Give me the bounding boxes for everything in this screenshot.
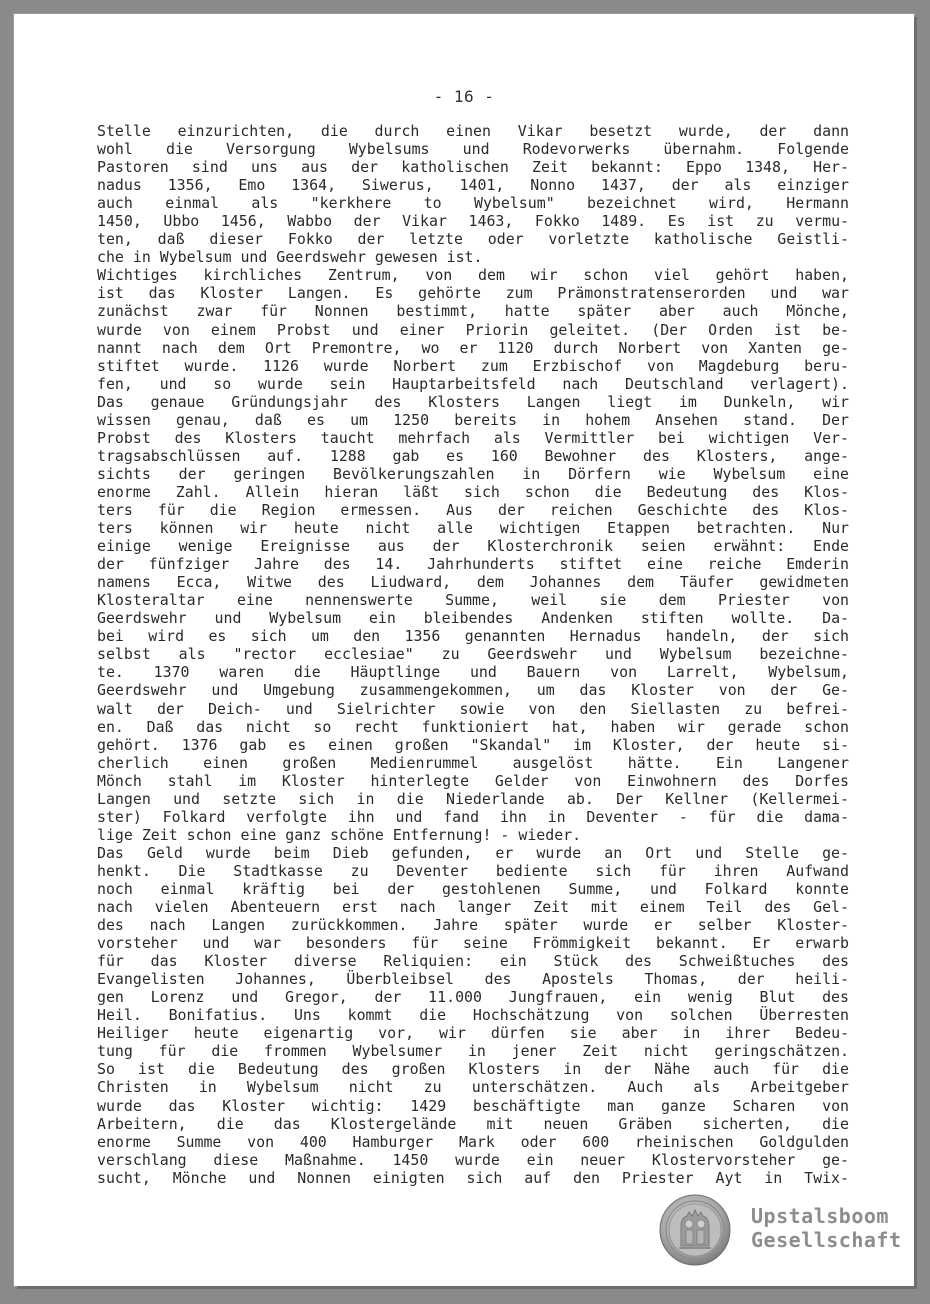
text-line: Langen und setzte sich in die Niederlande ab. Der Kellner (Kellermei- — [97, 789, 849, 808]
text-line: selbst als "rector ecclesiae" zu Geerdswehr und Wybelsum bezeichne- — [97, 645, 849, 664]
text-line: Wichtiges kirchliches Zentrum, von dem wir schon viel gehört haben, — [97, 266, 849, 285]
seal-icon — [659, 1194, 731, 1266]
text-line: ist das Kloster Langen. Es gehörte zum Prämonstratenserorden und war — [97, 284, 849, 303]
text-line: Heil. Bonifatius. Uns kommt die Hochschätzung von solchen Überresten — [97, 1006, 849, 1025]
text-line: auch einmal als "kerkhere to Wybelsum" bezeichnet wird, Hermann — [97, 194, 849, 213]
text-line: te. 1370 waren die Häuptlinge und Bauern von Larrelt, Wybelsum, — [97, 663, 849, 682]
text-line: wurde das Kloster wichtig: 1429 beschäftigte man ganze Scharen von — [97, 1096, 849, 1115]
text-line: Das Geld wurde beim Dieb gefunden, er wurde an Ort und Stelle ge- — [97, 843, 849, 862]
text-line: einige wenige Ereignisse aus der Klosterchronik seien erwähnt: Ende — [97, 537, 849, 556]
text-line: ten, daß dieser Fokko der letzte oder vorletzte katholische Geistli- — [97, 230, 849, 249]
text-line: Arbeitern, die das Klostergelände mit neuen Gräben sicherten, die — [97, 1114, 849, 1133]
text-line: Klosteraltar eine nennenswerte Summe, weil sie dem Priester von — [97, 591, 849, 610]
text-line: verschlang diese Maßnahme. 1450 wurde ein neuer Klostervorsteher ge- — [97, 1150, 849, 1169]
text-line: che in Wybelsum und Geerdswehr gewesen ist. — [97, 248, 483, 267]
text-line: des nach Langen zurückkommen. Jahre später wurde er selber Kloster- — [97, 916, 849, 935]
text-line: wohl die Versorgung Wybelsums und Rodevorwerks übernahm. Folgende — [97, 140, 849, 159]
text-line: nadus 1356, Emo 1364, Siwerus, 1401, Nonno 1437, der als einziger — [97, 176, 849, 195]
logo-line-2: Gesellschaft — [751, 1228, 902, 1252]
text-line: bei wird es sich um den 1356 genannten Hernadus handeln, der sich — [97, 627, 849, 646]
text-line: Pastoren sind uns aus der katholischen Zeit bekannt: Eppo 1348, Her- — [97, 158, 849, 177]
text-line: Mönch stahl im Kloster hinterlegte Gelder von Einwohnern des Dorfes — [97, 771, 849, 790]
text-line: Evangelisten Johannes, Überbleibsel des Apostels Thomas, der heili- — [97, 970, 849, 989]
text-line: ster) Folkard verfolgte ihn und fand ihn in Deventer - für die dama- — [97, 807, 849, 826]
text-line: Probst des Klosters taucht mehrfach als Vermittler bei wichtigen Ver- — [97, 428, 849, 447]
text-line: wurde von einem Probst und einer Priorin geleitet. (Der Orden ist be- — [97, 320, 849, 339]
document-page — [14, 14, 914, 1286]
text-line: 1450, Ubbo 1456, Wabbo der Vikar 1463, Fokko 1489. Es ist zu vermu- — [97, 212, 849, 231]
text-line: ters für die Region ermessen. Aus der reichen Geschichte des Klos- — [97, 500, 849, 519]
text-line: ters können wir heute nicht alle wichtigen Etappen betrachten. Nur — [97, 519, 849, 538]
text-line: noch einmal kräftig bei der gestohlenen Summe, und Folkard konnte — [97, 879, 849, 898]
text-line: zunächst zwar für Nonnen bestimmt, hatte später aber auch Mönche, — [97, 302, 849, 321]
text-line: sichts der geringen Bevölkerungszahlen in Dörfern wie Wybelsum eine — [97, 464, 849, 483]
text-line: gen Lorenz und Gregor, der 11.000 Jungfrauen, ein wenig Blut des — [97, 988, 849, 1007]
text-line: fen, und so wurde sein Hauptarbeitsfeld nach Deutschland verlagert). — [97, 374, 849, 393]
text-line: Heiliger heute eigenartig vor, wir dürfen sie aber in ihrer Bedeu- — [97, 1024, 849, 1043]
text-line: tung für die frommen Wybelsumer in jener Zeit nicht geringschätzen. — [97, 1042, 849, 1061]
text-line: gehört. 1376 gab es einen großen "Skandal" im Kloster, der heute si- — [97, 735, 849, 754]
text-line: So ist die Bedeutung des großen Klosters in der Nähe auch für die — [97, 1060, 849, 1079]
text-line: Geerdswehr und Wybelsum ein bleibendes Andenken stiften wollte. Da- — [97, 609, 849, 628]
text-line: stiftet wurde. 1126 wurde Norbert zum Erzbischof von Magdeburg beru- — [97, 356, 849, 375]
text-line: walt der Deich- und Sielrichter sowie von den Siellasten zu befrei- — [97, 699, 849, 718]
body-text — [97, 122, 849, 1187]
logo-text — [751, 1204, 902, 1252]
text-line: namens Ecca, Witwe des Liudward, dem Johannes dem Täufer gewidmeten — [97, 573, 849, 592]
text-line: en. Daß das nicht so recht funktioniert hat, haben wir gerade schon — [97, 717, 849, 736]
text-line: Geerdswehr und Umgebung zusammengekommen, um das Kloster von der Ge- — [97, 681, 849, 700]
text-line: vorsteher und war besonders für seine Frömmigkeit bekannt. Er erwarb — [97, 934, 849, 953]
text-line: Christen in Wybelsum nicht zu unterschätzen. Auch als Arbeitgeber — [97, 1078, 849, 1097]
text-line: lige Zeit schon eine ganz schöne Entfernung! - wieder. — [97, 825, 582, 844]
text-line: cherlich einen großen Medienrummel ausgelöst hätte. Ein Langener — [97, 753, 849, 772]
text-line: der fünfziger Jahre des 14. Jahrhunderts stiftet eine reiche Emderin — [97, 555, 849, 574]
text-line: tragsabschlüssen auf. 1288 gab es 160 Bewohner des Klosters, ange- — [97, 446, 849, 465]
society-logo — [659, 1194, 909, 1272]
text-line: für das Kloster diverse Reliquien: ein Stück des Schweißtuches des — [97, 952, 849, 971]
text-line: henkt. Die Stadtkasse zu Deventer bediente sich für ihren Aufwand — [97, 861, 849, 880]
text-line: Stelle einzurichten, die durch einen Vikar besetzt wurde, der dann — [97, 122, 849, 140]
text-line: enorme Summe von 400 Hamburger Mark oder 600 rheinischen Goldgulden — [97, 1132, 849, 1151]
text-line: enorme Zahl. Allein hieran läßt sich schon die Bedeutung des Klos- — [97, 482, 849, 501]
text-line: sucht, Mönche und Nonnen einigten sich auf den Priester Ayt in Twix- — [97, 1168, 849, 1187]
text-line: Das genaue Gründungsjahr des Klosters Langen liegt im Dunkeln, wir — [97, 392, 849, 411]
logo-line-1: Upstalsboom — [751, 1204, 889, 1228]
page-number: - 16 - — [433, 87, 495, 106]
text-line: nannt nach dem Ort Premontre, wo er 1120 durch Norbert von Xanten ge- — [97, 338, 849, 357]
text-line: nach vielen Abenteuern erst nach langer Zeit mit einem Teil des Gel- — [97, 898, 849, 917]
text-line: wissen genau, daß es um 1250 bereits in hohem Ansehen stand. Der — [97, 410, 849, 429]
